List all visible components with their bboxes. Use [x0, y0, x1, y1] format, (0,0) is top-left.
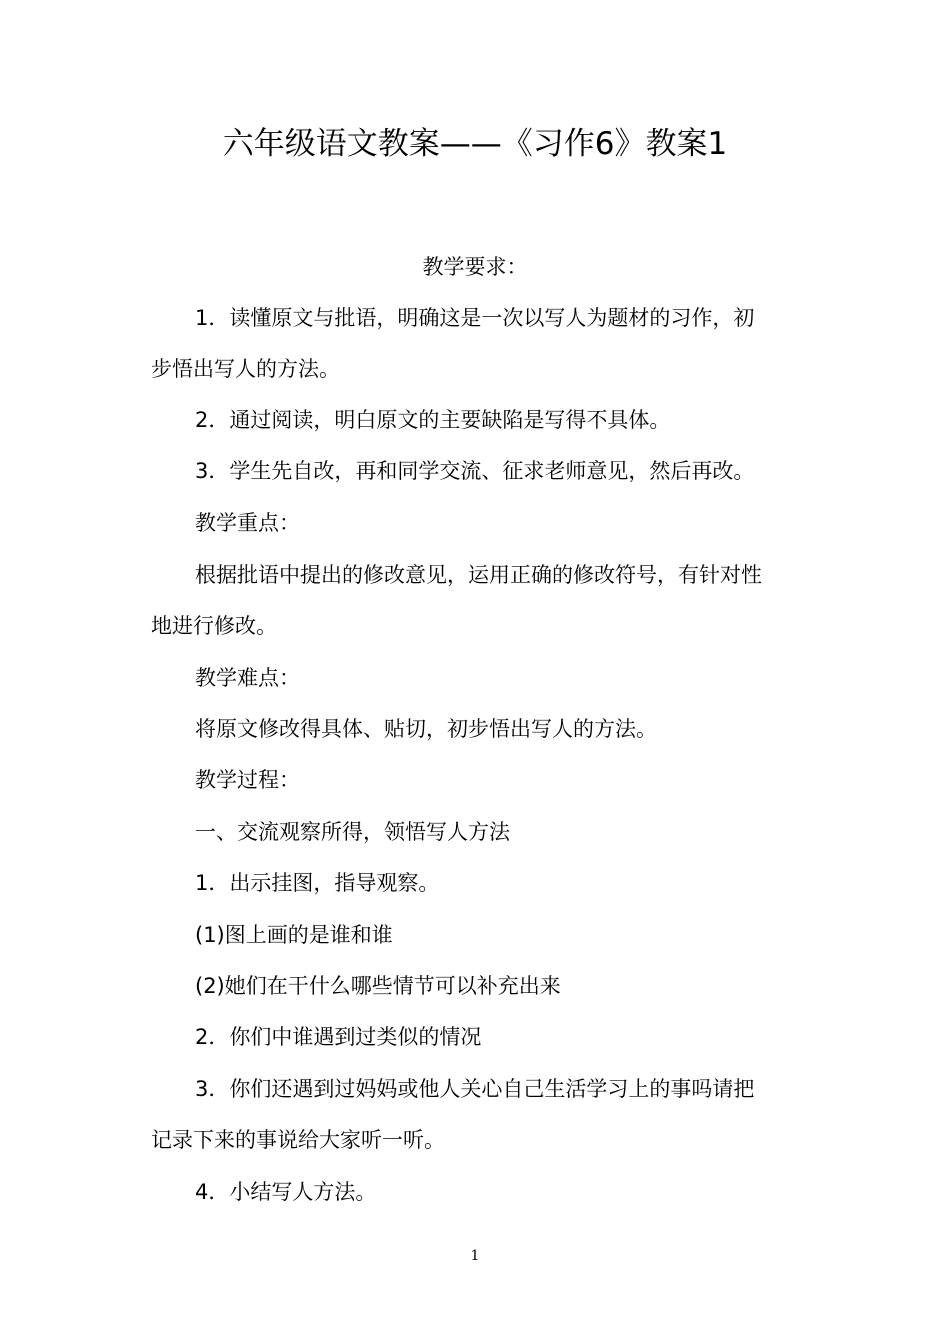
heading-difficulties: 教学难点： — [195, 666, 300, 690]
document-title: 六年级语文教案——《习作6》教案1 — [222, 126, 728, 162]
paragraph-step-1-sub-1: (1)图上画的是谁和谁 — [195, 923, 393, 947]
paragraph-step-1: 1．出示挂图，指导观察。 — [195, 871, 440, 895]
paragraph-requirement-1-line-2: 步悟出写人的方法。 — [151, 357, 340, 381]
paragraph-requirement-3: 3．学生先自改，再和同学交流、征求老师意见，然后再改。 — [195, 459, 755, 483]
paragraph-key-points-line-2: 地进行修改。 — [151, 614, 277, 638]
paragraph-step-3-line-2: 记录下来的事说给大家听一听。 — [151, 1128, 445, 1152]
paragraph-difficulties: 将原文修改得具体、贴切，初步悟出写人的方法。 — [195, 717, 657, 741]
heading-teaching-process: 教学过程： — [195, 768, 300, 792]
paragraph-requirement-1-line-1: 1．读懂原文与批语，明确这是一次以写人为题材的习作，初 — [195, 306, 755, 330]
paragraph-process-part-1: 一、交流观察所得，领悟写人方法 — [195, 820, 510, 844]
paragraph-requirement-2: 2．通过阅读，明白原文的主要缺陷是写得不具体。 — [195, 408, 671, 432]
paragraph-step-1-sub-2: (2)她们在干什么哪些情节可以补充出来 — [195, 974, 561, 998]
paragraph-step-2: 2．你们中谁遇到过类似的情况 — [195, 1025, 482, 1049]
paragraph-step-3-line-1: 3．你们还遇到过妈妈或他人关心自己生活学习上的事吗请把 — [195, 1077, 755, 1101]
page-number: 1 — [470, 1248, 480, 1264]
heading-key-points: 教学重点： — [195, 511, 300, 535]
paragraph-step-4: 4．小结写人方法。 — [195, 1180, 377, 1204]
heading-teaching-requirements: 教学要求： — [422, 255, 528, 279]
paragraph-key-points-line-1: 根据批语中提出的修改意见，运用正确的修改符号，有针对性 — [195, 563, 762, 587]
